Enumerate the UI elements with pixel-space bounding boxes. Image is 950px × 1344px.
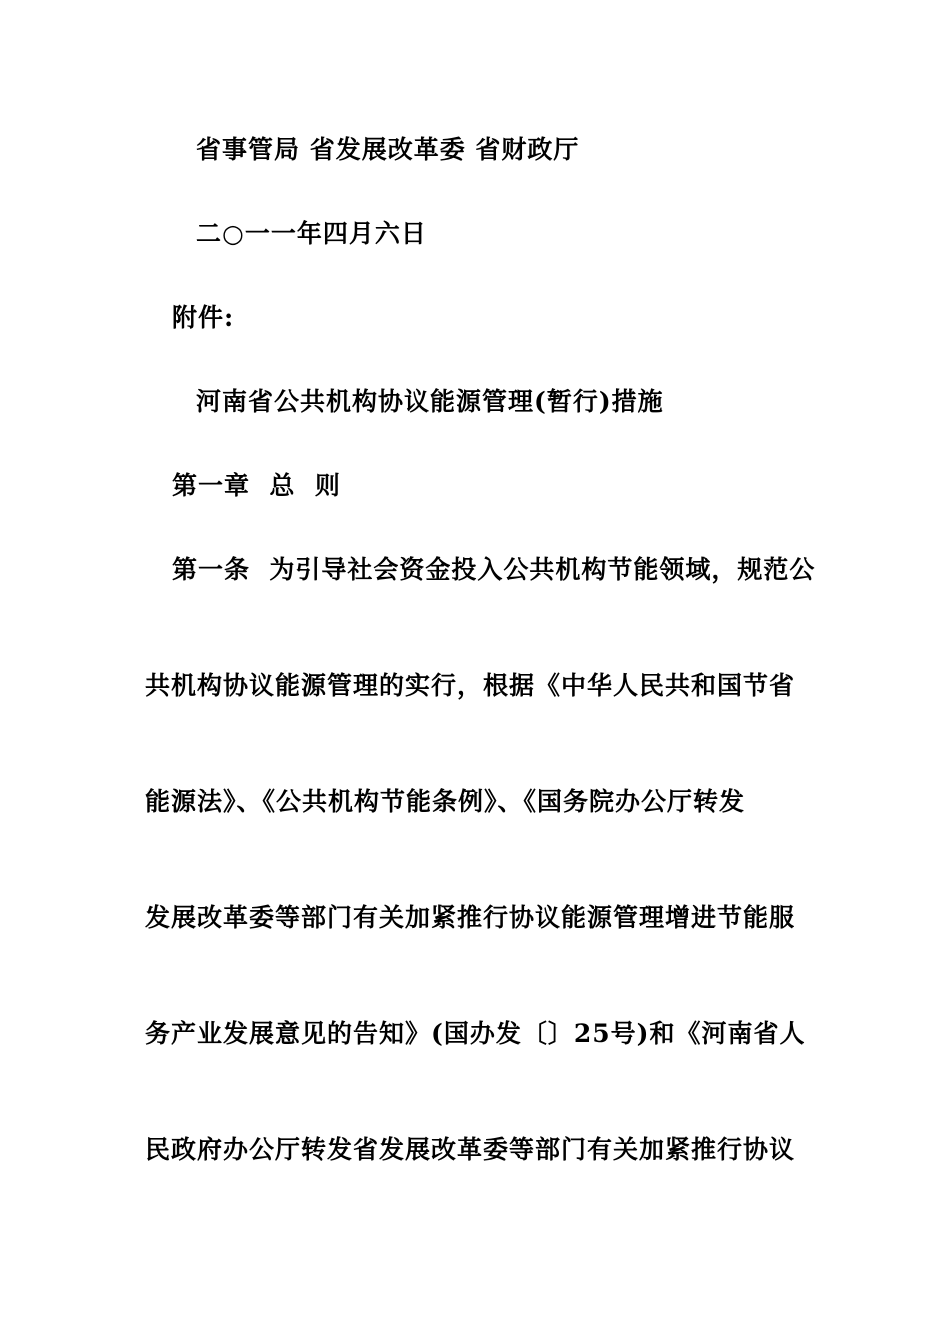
article-line: 能源法》、《公共机构节能条例》、《国务院办公厅转发	[145, 787, 746, 816]
article-line: 共机构协议能源管理的实行，根据《中华人民共和国节省	[145, 671, 796, 700]
article-line: 务产业发展意见的告知》(国办发〔〕25号)和《河南省人	[145, 1019, 806, 1048]
chapter-heading: 第一章 总 则	[172, 471, 341, 500]
date-line: 二○一一年四月六日	[196, 219, 427, 248]
signatories-line: 省事管局 省发展改革委 省财政厅	[196, 135, 580, 164]
attachment-label: 附件:	[172, 303, 235, 332]
article-line: 第一条 为引导社会资金投入公共机构节能领域，规范公	[172, 555, 816, 584]
article-line: 发展改革委等部门有关加紧推行协议能源管理增进节能服	[145, 903, 796, 932]
article-line: 民政府办公厅转发省发展改革委等部门有关加紧推行协议	[145, 1135, 796, 1164]
attachment-title: 河南省公共机构协议能源管理(暂行)措施	[196, 387, 664, 416]
